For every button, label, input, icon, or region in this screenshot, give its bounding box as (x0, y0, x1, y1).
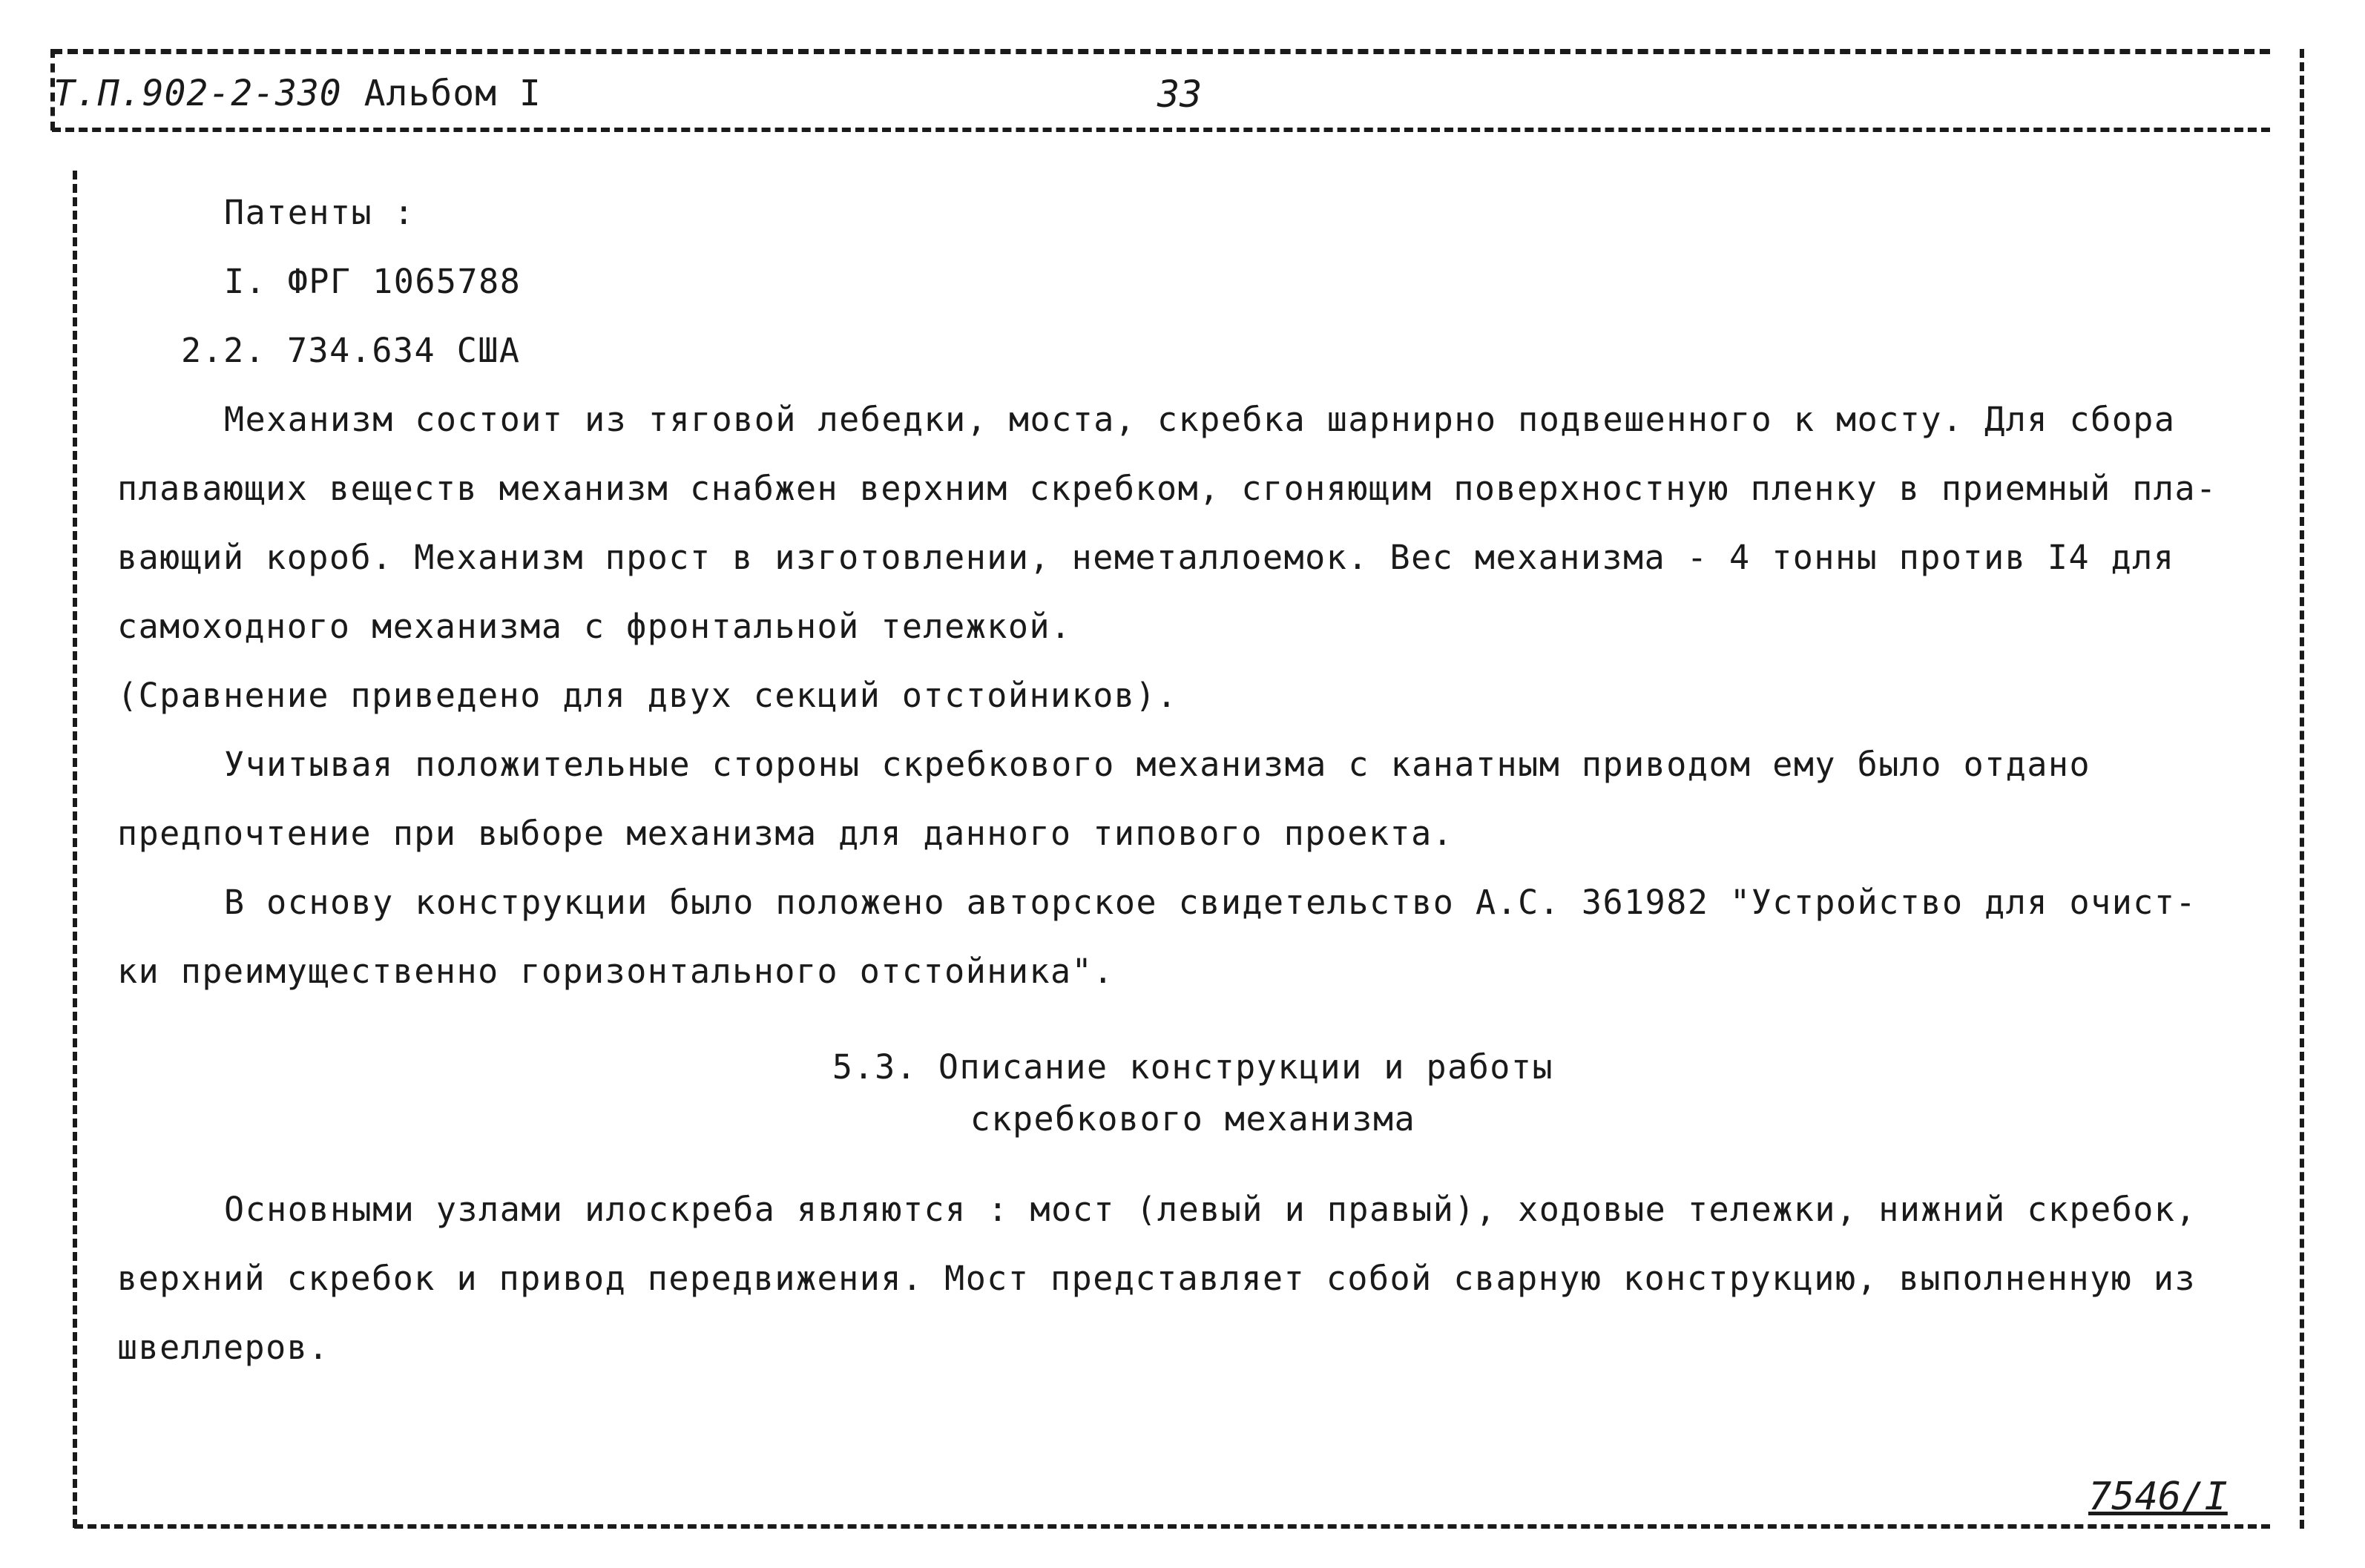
paragraph-line: В основу конструкции было положено авторское свидетельство А.С. 361982 "Устройство для очист- (224, 883, 2197, 922)
paragraph-line: плавающих веществ механизм снабжен верхним скребком, сгоняющим поверхностную пленку в приемный пла- (117, 469, 2217, 508)
frame-bottom-border (74, 1524, 2270, 1529)
paragraph-line: Основными узлами илоскреба являются : мост (левый и правый), ходовые тележки, нижний скребок, (224, 1190, 2197, 1229)
paragraph-line: Механизм состоит из тяговой лебедки, моста, скребка шарнирно подвешенного к мосту. Для сбора (224, 400, 2176, 439)
patent-item-2: 2.2. 734.634 США (181, 331, 521, 370)
patent-item-1: I. ФРГ 1065788 (224, 262, 522, 301)
paragraph-line: самоходного механизма с фронтальной тележкой. (117, 607, 1072, 646)
paragraph-line: швеллеров. (117, 1328, 329, 1367)
page-number: 33 (1157, 73, 1203, 116)
paragraph-line: ки преимущественно горизонтального отстойника". (117, 952, 1114, 991)
frame-top-border (52, 49, 2270, 54)
document-body (117, 178, 2239, 1382)
section-title-line-1: 5.3. Описание конструкции и работы (832, 1047, 1554, 1087)
header-separator (52, 128, 2270, 132)
paragraph-line: Учитывая положительные стороны скребкового механизма с канатным приводом ему было отдано (224, 745, 2091, 784)
paragraph-line: верхний скребок и привод передвижения. Мост представляет собой сварную конструкцию, выполненную из (117, 1259, 2197, 1298)
section-title-line-2: скребкового механизма (970, 1099, 1416, 1139)
paragraph-line: предпочтение при выборе механизма для данного типового проекта. (117, 814, 1454, 853)
patents-title: Патенты : (224, 193, 415, 232)
section-heading (117, 1041, 2239, 1145)
album-label: Альбом I (364, 73, 542, 114)
paragraph-line: вающий короб. Механизм прост в изготовлении, неметаллоемок. Вес механизма - 4 тонны против I4 для (117, 538, 2175, 577)
archive-stamp: 7546/I (2088, 1475, 2228, 1519)
frame-left-border (73, 171, 77, 1528)
frame-right-border (2300, 49, 2304, 1529)
project-code: Т.П.902-2-330 (53, 73, 342, 114)
document-code (53, 73, 542, 114)
comparison-note: (Сравнение приведено для двух секций отстойников). (117, 676, 1178, 715)
